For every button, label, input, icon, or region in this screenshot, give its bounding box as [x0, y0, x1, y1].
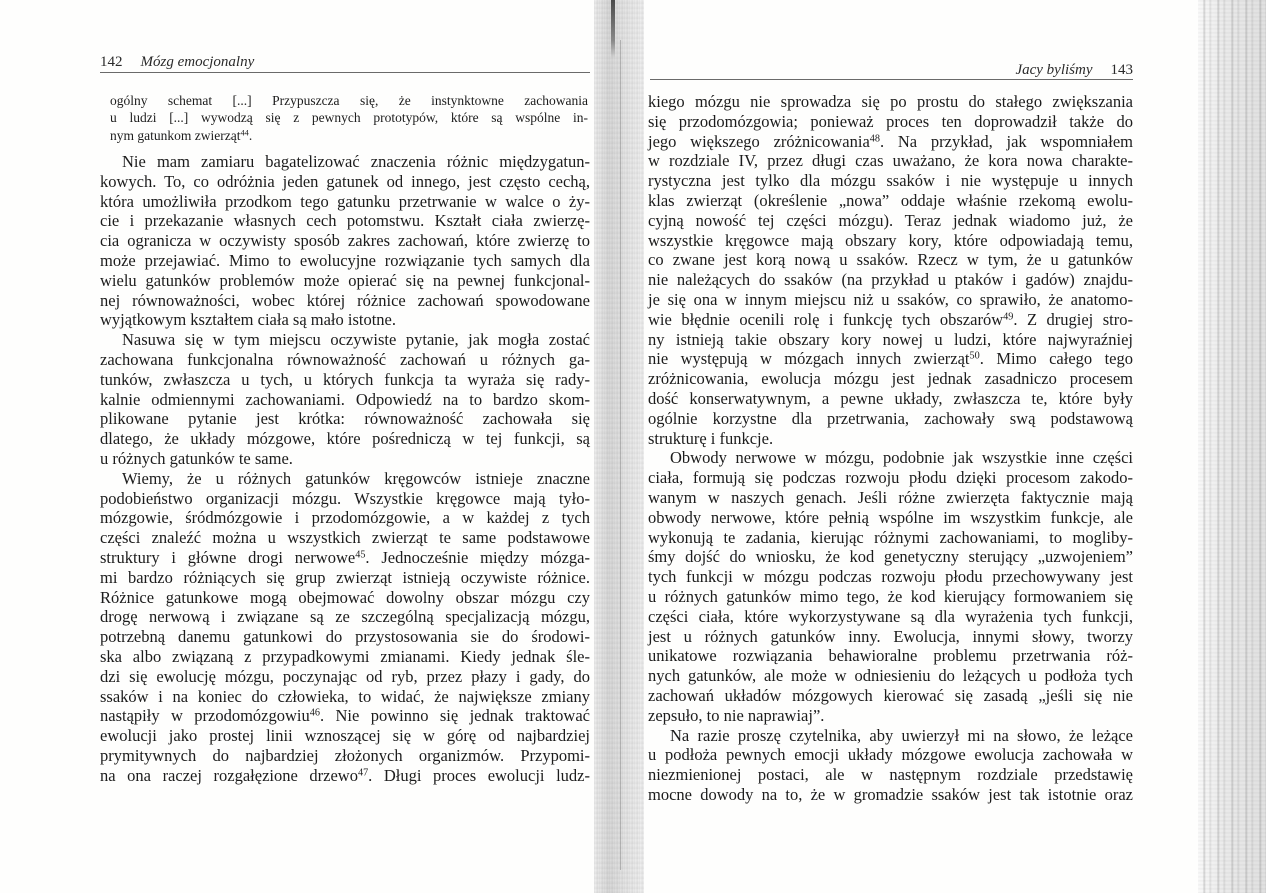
footnote-ref: 48	[869, 132, 880, 144]
text-line: niezmienionej postaci, ale w następnym rozdziale przedstawię	[648, 765, 1133, 785]
text-line: Obwody nerwowe w mózgu, podobnie jak wszystkie inne części	[670, 448, 1133, 468]
text-line: podobieństwo organizacji mózgu. Wszystkie kręgowce mają tyło-	[100, 488, 590, 508]
right-page-number: 143	[1110, 62, 1133, 78]
text-line: je się ona w innym miejscu niż u ssaków, co sprawiło, że anatomo-	[648, 289, 1133, 309]
text-line: wanym w naszych genach. Jeśli różne zwierzęta faktycznie mają	[648, 487, 1133, 507]
left-running-title: Mózg emocjonalny	[140, 54, 255, 70]
text-line: się przodomózgowia; ponieważ proces ten doprowadził także do	[648, 111, 1133, 131]
text-line: nej równoważności, wobec której różnice zachowań spowodowane	[100, 290, 590, 310]
text-line: Nie mam zamiaru bagatelizować znaczenia różnic międzygatun-	[122, 152, 590, 171]
text-segment: jego większego zróżnicowania	[648, 131, 870, 151]
text-line: wielu gatunków problemów może opierać się na pewnej funkcjonal-	[100, 270, 590, 290]
footnote-ref: 47	[357, 767, 369, 779]
text-line: prymitywnych do najbardziej złożonych organizmów. Przypomi-	[100, 745, 590, 765]
text-line: wykonują te zadania, kierując różnymi zachowaniami, to mogliby-	[648, 527, 1133, 547]
text-line: u różnych gatunków mimo tego, że kod kierujący formowaniem się	[648, 586, 1133, 606]
left-page-number: 142	[100, 54, 123, 70]
footnote-ref: 44	[240, 128, 249, 137]
right-body-text	[648, 92, 1133, 805]
text-line: klas zwierząt (określenie „nowa” oddaje właśnie rzekomą ewolu-	[648, 190, 1133, 210]
text-line: kiego mózgu nie sprowadza się po prostu do stałego zwiększania	[648, 92, 1133, 111]
text-line: części znaleźć można u wszystkich zwierząt te same podstawowe	[100, 528, 590, 548]
footnote-ref: 45	[355, 549, 366, 561]
block-quote	[110, 92, 588, 144]
footnote-ref: 50	[969, 350, 980, 362]
text-segment: . Jednocześnie między mózga-	[365, 547, 590, 567]
text-line: mi bardzo różniących się grup zwierząt istnieją oczywiste różnice.	[100, 567, 590, 587]
text-segment: nastąpiły w przodomózgowiu	[100, 706, 310, 726]
text-line: śmy dojść do wniosku, że kod genetyczny sterujący „uzwojeniem”	[648, 547, 1133, 567]
text-line: ssaków i na koniec do człowieka, to widać, że największe zmiany	[100, 686, 590, 706]
text-segment: wie błędnie ocenili rolę i funkcję tych obszarów	[648, 309, 1004, 329]
text-line: co zwane jest korą nową u ssaków. Rzecz w tym, że u gatunków	[648, 250, 1133, 270]
text-line: wyjątkowym kształtem ciała są mało istotne.	[100, 310, 397, 330]
text-line: kalnie odmiennymi zachowaniami. Odpowiedź na to bardzo skom-	[100, 389, 590, 409]
left-running-head	[100, 52, 254, 72]
text-line: mocne dowody na to, że w gromadzie ssaków jest tak istotnie oraz	[648, 784, 1133, 804]
text-line: zachowań układów mózgowych kierować się zasadą „jeśli się nie	[648, 685, 1133, 705]
text-line: drogę nerwową i związane są ze szczególną specjalizacją mózgu,	[100, 607, 590, 627]
text-line: rystyczna jest tylko dla mózgu ssaków i nie występuje u innych	[648, 171, 1133, 191]
gutter-scan-mark	[611, 0, 615, 58]
right-running-head	[650, 60, 1133, 80]
text-line: plikowane pytanie jest krótka: równoważność zachowała się	[100, 409, 590, 429]
text-line: wszystkie kręgowce mają obszary kory, które odpowiadają temu,	[648, 230, 1133, 250]
gutter-fold-line	[620, 40, 621, 870]
text-line: może przejawiać. Mimo to ewolucyjne rozwiązanie tych samych dla	[100, 250, 590, 270]
text-line	[110, 127, 588, 144]
text-line: potrzebną danemu gatunkowi do przystosowania sie do środowi-	[100, 627, 590, 647]
text-segment: .	[248, 127, 253, 143]
text-line: zróżnicowania, ewolucja mózgu jest jednak zasadniczo procesem	[648, 369, 1133, 389]
text-line: w rozdziale IV, przez długi czas uważano, że kora nowa charakte-	[648, 151, 1133, 171]
text-line: ny istnieją takie obszary kory nowej u ludzi, które najwyraźniej	[648, 329, 1133, 349]
text-line: ewolucji jako prostej linii wznoszącej się w górę od najbardziej	[100, 726, 590, 746]
left-body-text	[100, 152, 590, 786]
text-line	[100, 766, 590, 786]
text-segment: . Na przykład, jak wspomniałem	[880, 131, 1133, 151]
text-line: cia ogranicza w oczywisty sposób zakres zachowań, które zwierzę to	[100, 231, 590, 251]
text-line: cie i przekazanie własnych cech potomstwu. Kształt ciała zwierzę-	[100, 211, 590, 231]
footnote-ref: 46	[309, 707, 320, 719]
page-edge-scan-noise	[1198, 0, 1266, 893]
text-line	[648, 132, 1133, 152]
text-segment: . Z drugiej stro-	[1013, 309, 1133, 329]
text-line: ogólny schemat [...] Przypuszcza się, że instynktowne zachowania	[110, 93, 588, 108]
text-segment: nie występują w mózgach innych zwierząt	[648, 349, 970, 369]
book-gutter-shadow	[594, 0, 644, 893]
text-segment: . Długi proces ewolucji ludz-	[368, 765, 590, 785]
text-line: mózgowie, śródmózgowie i przodomózgowie, a w każdej z tych	[100, 508, 590, 528]
text-line	[648, 349, 1133, 369]
text-segment: na ona raczej rozgałęzione drzewo	[100, 765, 358, 785]
text-line: Wiemy, że u różnych gatunków kręgowców istnieje znaczne	[122, 468, 590, 488]
text-line: unikatowe rozwiązania behawioralne problemu przetrwania róż-	[648, 646, 1133, 666]
text-line: jest u różnych gatunków inny. Ewolucja, innymi słowy, tworzy	[648, 626, 1133, 646]
text-line: tunków, zwłaszcza u tych, u których funkcja ta wyraża się rady-	[100, 369, 590, 389]
text-line: Na razie proszę czytelnika, aby uwierzył mi na słowo, że leżące	[670, 725, 1133, 745]
text-line: strukturę i funkcje.	[648, 428, 774, 448]
text-line: dzi się ewolucję mózgu, poczynając od ryb, przez płazy i gady, do	[100, 666, 590, 686]
text-line	[648, 310, 1133, 330]
right-running-title: Jacy byliśmy	[1015, 62, 1093, 78]
text-line: zachowana funkcjonalna równoważność zachowań u różnych ga-	[100, 349, 590, 369]
right-header-rule	[650, 79, 1133, 80]
text-segment: struktury i główne drogi nerwowe	[100, 547, 356, 567]
text-line: ciała, formują się podczas rozwoju płodu dzięki procesom zakodo-	[648, 468, 1133, 488]
text-line: u ludzi [...] wywodzą się z pewnych prototypów, które są wspólne in-	[110, 110, 588, 126]
text-line: obwody nerwowe, które pełnią wspólne im wszystkim funkcje, ale	[648, 507, 1133, 527]
text-line: tych funkcji w mózgu podczas rozwoju płodu przechowywany jest	[648, 567, 1133, 587]
text-line: dlatego, że układy mózgowe, które pośredniczą w tej funkcji, są	[100, 429, 590, 449]
footnote-ref: 49	[1003, 311, 1014, 323]
text-line: części ciała, które wykorzystywane są dla wyrażenia tych funkcji,	[648, 606, 1133, 626]
text-line: nych gatunków, ale może w odniesieniu do leżących u podłoża tych	[648, 666, 1133, 686]
text-line: ska albo związaną z przypadkowymi zmianami. Kiedy jednak śle-	[100, 646, 590, 666]
text-line: która umożliwiła przodkom tego gatunku przetrwanie w walce o ży-	[100, 191, 590, 211]
text-line: cyjną nowość tej części mózgu). Teraz jednak wiadomo już, że	[648, 210, 1133, 230]
text-line: kowych. To, co odróżnia jeden gatunek od innego, jest często cechą,	[100, 171, 590, 191]
text-line: u podłoża pewnych emocji układy mózgowe ewolucja zachowała w	[648, 745, 1133, 765]
text-line: dość konserwatywnym, a pewne układy, zwłaszcza te, które były	[648, 388, 1133, 408]
text-line	[100, 706, 590, 726]
left-header-rule	[100, 72, 590, 73]
text-segment: . Mimo całego tego	[979, 349, 1134, 369]
text-line: nie należących do ssaków (na przykład u ptaków i gadów) znajdu-	[648, 270, 1133, 290]
text-line: u różnych gatunków te same.	[100, 448, 293, 468]
text-line: Różnice gatunkowe mogą obejmować dowolny obszar mózgu czy	[100, 587, 590, 607]
text-line: ogólnie korzystne dla przetrwania, zachowały swą podstawową	[648, 408, 1133, 428]
text-line: zepsuło, to nie naprawiaj”.	[648, 705, 825, 725]
text-segment: . Nie powinno się jednak traktować	[319, 706, 590, 726]
text-segment: nym gatunkom zwierząt	[110, 127, 241, 143]
text-line: Nasuwa się w tym miejscu oczywiste pytanie, jak mogła zostać	[122, 330, 590, 350]
text-line	[100, 548, 590, 568]
